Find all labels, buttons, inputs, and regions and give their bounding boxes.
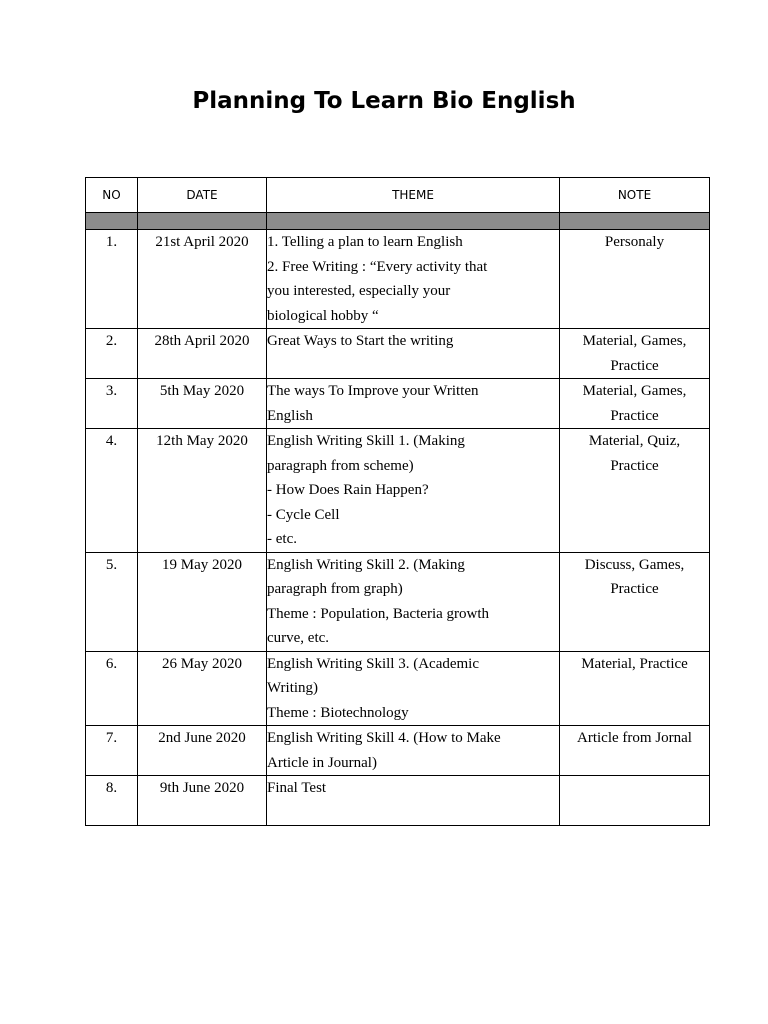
row-number: 8.	[86, 776, 138, 826]
theme-line: Theme : Biotechnology	[267, 704, 409, 721]
note-line: Discuss, Games,	[584, 556, 685, 573]
note-line: Article from Jornal	[577, 730, 692, 746]
row-date: 19 May 2020	[138, 552, 267, 651]
shade-cell	[138, 213, 267, 230]
theme-line: Final Test	[267, 780, 327, 796]
theme-line: English	[267, 407, 313, 424]
shade-cell	[86, 213, 138, 230]
theme-line: you interested, especially your	[267, 283, 451, 299]
row-note	[560, 726, 710, 776]
row-number: 7.	[86, 726, 138, 776]
theme-line: The ways To Improve your Written	[267, 383, 479, 399]
theme-line: - How Does Rain Happen?	[267, 482, 429, 498]
row-date: 9th June 2020	[138, 776, 267, 826]
table-row	[86, 552, 710, 651]
note-line: Practice	[610, 581, 659, 597]
row-theme	[267, 651, 560, 726]
table-header-row	[86, 178, 710, 213]
theme-line: Great Ways to Start the writing	[267, 333, 454, 349]
table-row	[86, 230, 710, 329]
row-theme	[267, 329, 560, 379]
row-theme	[267, 776, 560, 826]
note-line: Material, Games,	[582, 333, 687, 349]
header-date: DATE	[138, 178, 267, 213]
theme-line: Article in Journal)	[267, 754, 377, 771]
theme-line: biological hobby “	[267, 307, 379, 324]
row-number: 4.	[86, 429, 138, 553]
theme-line: paragraph from scheme)	[267, 457, 414, 474]
table-row	[86, 726, 710, 776]
row-theme	[267, 230, 560, 329]
row-theme	[267, 726, 560, 776]
theme-line: Theme : Population, Bacteria growth	[267, 605, 490, 622]
row-date: 5th May 2020	[138, 379, 267, 429]
row-date: 26 May 2020	[138, 651, 267, 726]
document-title: Planning To Learn Bio English	[192, 88, 576, 114]
row-theme	[267, 429, 560, 553]
note-line: Material, Practice	[581, 655, 688, 672]
table-row	[86, 429, 710, 553]
row-note	[560, 379, 710, 429]
note-line: Practice	[610, 457, 659, 474]
table-body	[86, 230, 710, 826]
theme-line: 1. Telling a plan to learn English	[267, 234, 463, 250]
theme-line: English Writing Skill 1. (Making	[267, 433, 465, 449]
row-date: 21st April 2020	[138, 230, 267, 329]
row-note	[560, 651, 710, 726]
row-number: 5.	[86, 552, 138, 651]
header-shade-row	[86, 213, 710, 230]
note-line: Practice	[610, 357, 659, 374]
shade-cell	[267, 213, 560, 230]
note-line: Practice	[610, 407, 659, 424]
row-note	[560, 552, 710, 651]
learning-plan-table	[85, 177, 710, 826]
row-number: 6.	[86, 651, 138, 726]
header-note: NOTE	[560, 178, 710, 213]
header-no: NO	[86, 178, 138, 213]
theme-line: English Writing Skill 4. (How to Make	[267, 730, 501, 746]
header-theme: THEME	[267, 178, 560, 213]
theme-line: Writing)	[267, 680, 319, 696]
table-row	[86, 329, 710, 379]
theme-line: English Writing Skill 2. (Making	[267, 556, 465, 573]
note-line: Material, Games,	[582, 383, 687, 399]
row-note	[560, 329, 710, 379]
theme-line: English Writing Skill 3. (Academic	[267, 655, 480, 672]
row-number: 3.	[86, 379, 138, 429]
table-row	[86, 651, 710, 726]
shade-cell	[560, 213, 710, 230]
theme-line: curve, etc.	[267, 630, 330, 646]
row-date: 12th May 2020	[138, 429, 267, 553]
theme-line: paragraph from graph)	[267, 581, 403, 597]
note-line: Personaly	[604, 234, 665, 250]
row-note	[560, 230, 710, 329]
row-date: 28th April 2020	[138, 329, 267, 379]
row-date: 2nd June 2020	[138, 726, 267, 776]
row-note	[560, 776, 710, 826]
table-row	[86, 379, 710, 429]
theme-line: - etc.	[267, 531, 297, 547]
row-number: 1.	[86, 230, 138, 329]
note-line: Material, Quiz,	[588, 433, 681, 449]
table-row	[86, 776, 710, 826]
row-theme	[267, 379, 560, 429]
row-note	[560, 429, 710, 553]
theme-line: - Cycle Cell	[267, 506, 340, 523]
row-theme	[267, 552, 560, 651]
row-number: 2.	[86, 329, 138, 379]
theme-line: 2. Free Writing : “Every activity that	[267, 258, 488, 275]
